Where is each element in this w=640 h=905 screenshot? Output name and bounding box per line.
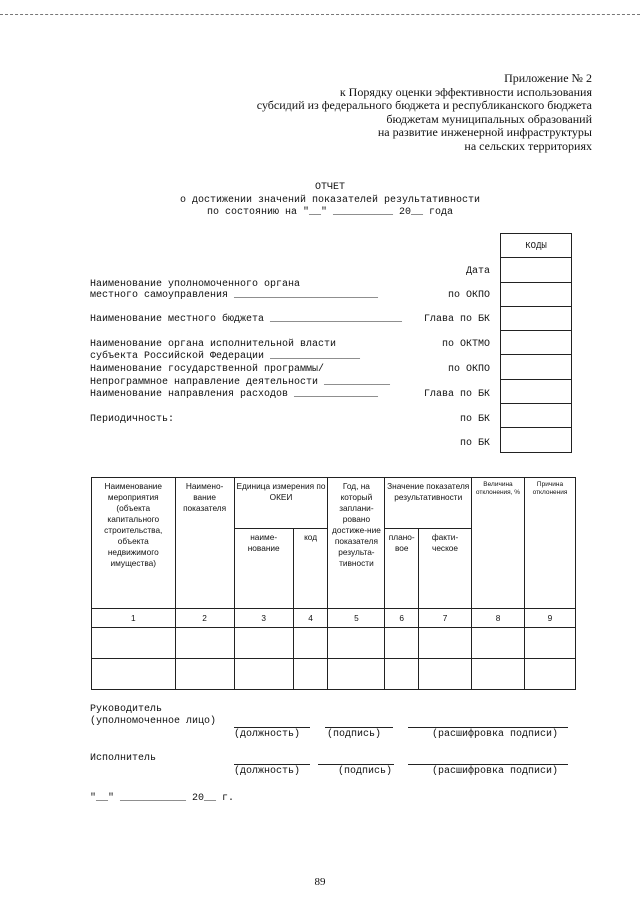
column-number: 7: [419, 609, 472, 628]
field-organ-value[interactable]: местного самоуправления ________________________: [90, 290, 379, 301]
header-year: Год, на который заплани-ровано достиже-ние показателя результа-тивности: [328, 478, 385, 609]
appendix-line: к Порядку оценки эффективности использования: [339, 84, 592, 99]
code-label-okpo: по ОКПО: [447, 290, 490, 301]
caption-decoding-2: (расшифровка подписи): [432, 766, 559, 777]
field-exec-value[interactable]: субъекта Российской Федерации _______________: [90, 351, 361, 362]
header-actual: факти-ческое: [419, 529, 472, 609]
table-cell[interactable]: [175, 659, 234, 690]
code-cell-bk-head[interactable]: [501, 306, 572, 330]
header-reason: Причина отклонения: [524, 478, 575, 609]
table-cell[interactable]: [175, 628, 234, 659]
table-cell[interactable]: [293, 628, 328, 659]
header-value: Значение показателя результативности: [385, 478, 472, 529]
table-cell[interactable]: [472, 659, 525, 690]
table-cell[interactable]: [234, 659, 293, 690]
table-cell[interactable]: [328, 659, 385, 690]
table-cell[interactable]: [472, 628, 525, 659]
indicators-table: [91, 477, 576, 690]
appendix-line: на сельских территориях: [464, 138, 592, 153]
column-number: 4: [293, 609, 328, 628]
field-budget[interactable]: Наименование местного бюджета ______________________: [90, 314, 403, 325]
column-number: 3: [234, 609, 293, 628]
top-border-line: [0, 14, 640, 15]
code-label-oktmo: по ОКТМО: [441, 339, 490, 350]
field-expenses[interactable]: Наименование направления расходов ______________: [90, 389, 379, 400]
report-date-line: по состоянию на "__" __________ 20__ года: [206, 207, 454, 218]
signature-line-sign[interactable]: [325, 727, 393, 728]
column-number: 6: [385, 609, 419, 628]
appendix-line: на развитие инженерной инфраструктуры: [377, 125, 592, 139]
column-number: 9: [524, 609, 575, 628]
header-unit-code: код: [293, 529, 328, 609]
header-event: Наименование мероприятия (объекта капитального строительства, объекта недвижимого имущества): [92, 478, 176, 609]
table-cell[interactable]: [385, 659, 419, 690]
table-cell[interactable]: [524, 659, 575, 690]
code-label-bk: по БК: [459, 414, 490, 425]
report-subtitle: о достижении значений показателей результативности: [179, 195, 481, 206]
caption-position: (должность): [234, 729, 301, 740]
column-number: 5: [328, 609, 385, 628]
table-cell[interactable]: [293, 659, 328, 690]
table-cell[interactable]: [524, 628, 575, 659]
header-unit-name: наиме-нование: [234, 529, 293, 609]
header-indicator: Наимено-вание показателя: [175, 478, 234, 609]
field-nonprogram[interactable]: Непрограммное направление деятельности ___________: [90, 377, 391, 388]
column-number: 8: [472, 609, 525, 628]
field-periodicity: Периодичность:: [90, 414, 175, 425]
table-cell[interactable]: [328, 628, 385, 659]
signature-date[interactable]: "__" ___________ 20__ г.: [90, 793, 235, 804]
signature-line-decoding[interactable]: [408, 727, 568, 728]
table-cell[interactable]: [419, 659, 472, 690]
code-cell-bk-2[interactable]: [501, 428, 572, 452]
caption-signature-2: (подпись): [338, 766, 393, 777]
signature-head-label: Руководитель: [90, 704, 163, 715]
table-row: [92, 659, 576, 690]
header-deviation: Величина отклонения, %: [472, 478, 525, 609]
table-cell[interactable]: [385, 628, 419, 659]
caption-signature: (подпись): [327, 729, 382, 740]
table-cell[interactable]: [419, 628, 472, 659]
page-number: 89: [314, 876, 326, 888]
header-unit: Единица измерения по ОКЕИ: [234, 478, 328, 529]
code-label-okpo-2: по ОКПО: [447, 364, 490, 375]
code-cell-bk[interactable]: [501, 404, 572, 428]
codes-table: [500, 233, 572, 453]
appendix-line: бюджетам муниципальных образований: [386, 111, 592, 126]
signature-line-sign-2[interactable]: [318, 764, 394, 765]
column-number: 2: [175, 609, 234, 628]
field-organ-label: Наименование уполномоченного органа: [90, 279, 301, 290]
column-number: 1: [92, 609, 176, 628]
code-label-date: Дата: [465, 266, 490, 277]
appendix-header: [192, 72, 592, 153]
caption-decoding: (расшифровка подписи): [432, 729, 559, 740]
code-label-bk-2: по БК: [459, 438, 490, 449]
report-title: ОТЧЕТ: [314, 182, 345, 193]
code-cell-okpo-2[interactable]: [501, 355, 572, 379]
table-cell[interactable]: [92, 659, 176, 690]
caption-position-2: (должность): [234, 766, 301, 777]
codes-header: КОДЫ: [501, 234, 572, 258]
code-cell-date[interactable]: [501, 258, 572, 282]
code-label-bk-head: Глава по БК: [423, 314, 490, 325]
signature-line-position[interactable]: [234, 727, 310, 728]
signature-head-sublabel: (уполномоченное лицо): [90, 716, 217, 727]
header-planned: плано-вое: [385, 529, 419, 609]
table-cell[interactable]: [234, 628, 293, 659]
signature-line-position-2[interactable]: [234, 764, 310, 765]
table-row: [92, 628, 576, 659]
signature-executor-label: Исполнитель: [90, 753, 157, 764]
code-cell-bk-head-2[interactable]: [501, 379, 572, 403]
code-label-bk-head-2: Глава по БК: [423, 389, 490, 400]
code-cell-okpo[interactable]: [501, 282, 572, 306]
appendix-line: Приложение № 2: [504, 71, 592, 85]
appendix-line: субсидий из федерального бюджета и республиканского бюджета: [256, 98, 592, 112]
code-cell-oktmo[interactable]: [501, 331, 572, 355]
signature-line-decoding-2[interactable]: [408, 764, 568, 765]
field-exec-label: Наименование органа исполнительной власти: [90, 339, 337, 350]
table-cell[interactable]: [92, 628, 176, 659]
field-program: Наименование государственной программы/: [90, 364, 325, 375]
